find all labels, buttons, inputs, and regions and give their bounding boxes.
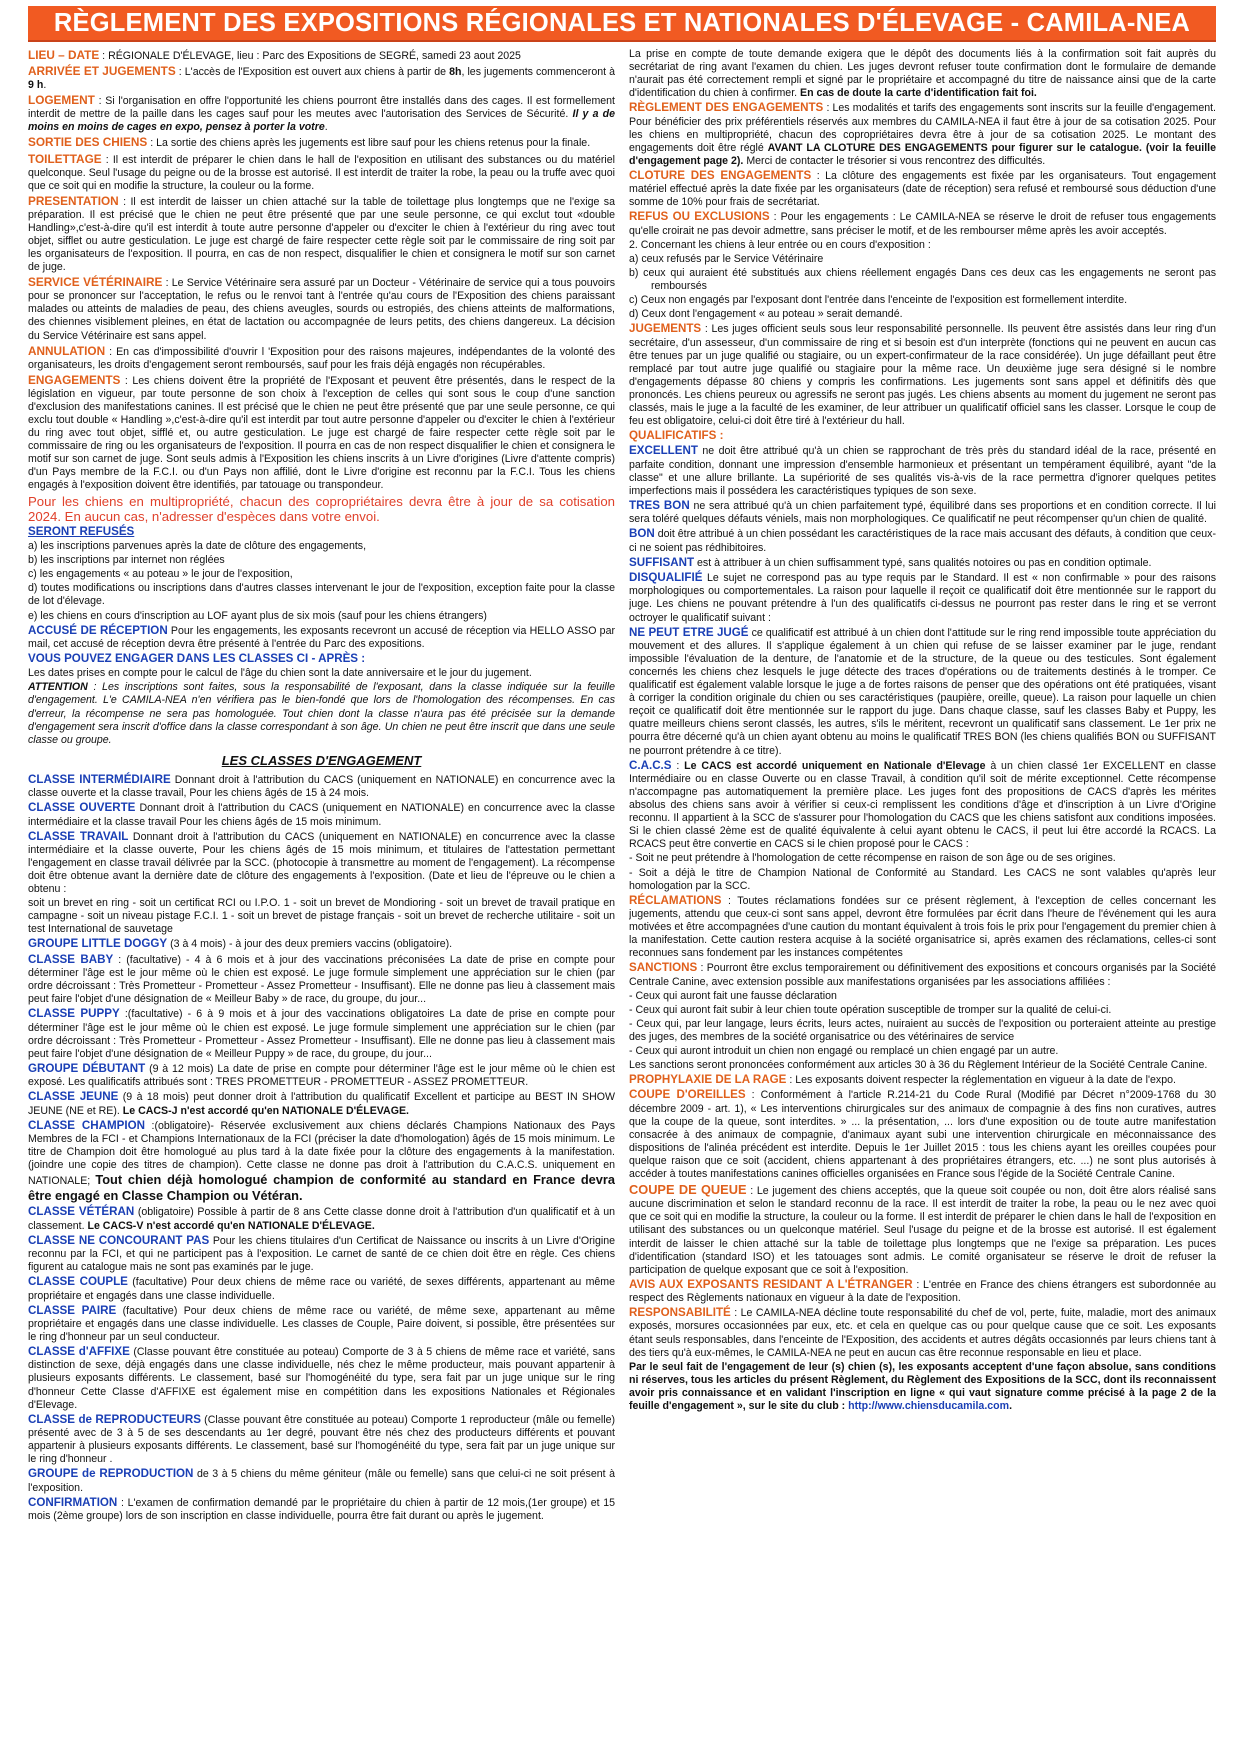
- age-calculation-note: Les dates prises en compte pour le calcul de l'âge du chien sont la date anniversaire et le jour du jugement.: [28, 667, 532, 680]
- refus-item: d) Ceux dont l'engagement « au poteau » serait demandé.: [629, 308, 903, 321]
- class-baby: CLASSE BABY : (facultative) - 4 à 6 mois et à jour des vaccinations préconisées La date de prise en compte pour déterminer l'âge est le jour même où le chien est exposé. Le juge formule simplement une appréciation sur le chien (par ordre décroissant : Très Prometteur - Prometteur - Assez Prometteur - Insuffisant). Elle ne donne pas lieu à classement mais peut faire l'objet d'une désignation de « Meilleur Baby » de race, du groupe, du jour...: [28, 952, 615, 1006]
- sanctions-item: - Ceux qui auront fait subir à leur chien toute opération susceptible de tromper sur la qualité de celui-ci.: [629, 1003, 1112, 1016]
- content-columns: [28, 48, 1216, 1748]
- class-travail: CLASSE TRAVAIL Donnant droit à l'attribution du CACS (uniquement en NATIONALE) en concurrence avec la classe intermédiaire et la classe ouverte, Pour les chiens âgés de 15 mois minimum, et titulaires de l'attestation permettant l'engagement en classe travail délivrée par la SCC. (photocopie à transmettre au moment de l'engagement). La récompense doit être obtenue avant la dernière date de clôture des engagements à l'exposition. (Date et lieu de l'épreuve ou le chien a obtenu :: [28, 829, 615, 896]
- class-puppy: CLASSE PUPPY :(facultative) - 6 à 9 mois et à jour des vaccinations obligatoires La date de prise en compte pour déterminer l'âge est le jour même où le chien est exposé. Le juge formule simplement une appréciation sur le chien (par ordre décroissant : Très Prometteur - Prometteur - Assez Prometteur - Insuffisant). Elle ne donne pas lieu à classement mais peut faire l'objet d'une désignation de « Meilleur Puppy » de race, du groupe, du jour...: [28, 1007, 615, 1060]
- section-refuses: [28, 525, 615, 539]
- confirmation-continued: La prise en compte de toute demande exigera que le dépôt des documents liés à la confirmation soit fait auprès du secrétariat de ring avant l'examen du chien. Les juges devront refuser toute confirmation dont le formulaire de demande n'aurait pas été correctement rempli et signé par le propriétaire et accompagné du titre de naissance ainsi que de la carte d'identification du chien à confirmer. En cas de doute la carte d'identification fait foi.: [629, 48, 1216, 100]
- multipropriete-notice: Pour les chiens en multipropriété, chacun des copropriétaires devra être à jour de sa cotisation 2024. En aucun cas, n'adresser d'espèces dans votre envoi.: [28, 493, 615, 524]
- page-title: RÈGLEMENT DES EXPOSITIONS RÉGIONALES ET NATIONALES D'ÉLEVAGE - CAMILA-NEA: [28, 6, 1216, 42]
- heading-toilettage: TOILETTAGE: [28, 151, 102, 166]
- section-rage: PROPHYLAXIE DE LA RAGE : Les exposants doivent respecter la réglementation en vigueur à la date de l'expo.: [629, 1073, 1176, 1087]
- class-intermediaire: CLASSE INTERMÉDIAIRE Donnant droit à l'attribution du CACS (uniquement en NATIONALE) en concurrence avec la classe ouverte et la classe travail, Pour les chiens âgés de 15 à 24 mois.: [28, 772, 615, 800]
- class-ouverte: CLASSE OUVERTE Donnant droit à l'attribution du CACS (uniquement en NATIONALE) en concurrence avec la classe intermédiaire et la classe travail Pour les chiens âgés de 15 mois minimum.: [28, 801, 615, 828]
- qualif-bon: BON doit être attribué à un chien possédant les caractéristiques de la race mais accusant des défauts, à condition que ceux-ci ne soient pas rédhibitoires.: [629, 527, 1216, 554]
- left-column: [28, 48, 615, 1748]
- acceptance-statement: Par le seul fait de l'engagement de leur (s) chien (s), les exposants acceptent d'une façon absolue, sans conditions ni réserves, tous les articles du présent Règlement, du Règlement des Expositions de la SCC, dont ils reconnaissent avoir pris connaissance et en validant l'inscription en ligne « qui vaut signature comme précisé à la page 2 de la feuille d'engagement », sur le site du club : http://www.chiensducamila.com.: [629, 1360, 1216, 1412]
- section-lieu: LIEU – DATE : RÉGIONALE D'ÉLEVAGE, lieu : Parc des Expositions de SEGRÉ, samedi 23 aout 2025: [28, 48, 521, 62]
- qualif-disqualifie: DISQUALIFIÉ Le sujet ne correspond pas au type requis par le Standard. Il est « non confirmable » pour des raisons morphologiques ou comportementales. La raison pour laquelle il reçoit ce qualificatif doit être mentionnée sur le rapport du juge. Les chiens ne pouvant prétendre à l'un des qualificatifs ci-dessus ne pourront pas rester dans le ring et se verront octroyer le qualificatif suivant :: [629, 571, 1216, 624]
- group-little-doggy: GROUPE LITTLE DOGGY (3 à 4 mois) - à jour des deux premiers vaccins (obligatoire).: [28, 937, 453, 951]
- class-couple: CLASSE COUPLE (facultative) Pour deux chiens de même race ou variété, de sexes différents, appartenant au même propriétaire et engagés dans une classe individuelle.: [28, 1275, 615, 1302]
- heading-service-veterinaire: SERVICE VÉTÉRINAIRE: [28, 275, 163, 290]
- section-confirmation: CONFIRMATION : L'examen de confirmation demandé par le propriétaire du chien à partir de 12 mois,(1er groupe) et 15 mois (2ème groupe) lors de son inscription en classe individuelle, pourra être fait durant ou après le jugement.: [28, 1495, 615, 1522]
- heading-refuses: SERONT REFUSÉS: [28, 524, 135, 538]
- refuses-item: d) toutes modifications ou inscriptions dans d'autres classes intervenant le jour de l'exposition, exception faite pour la classe de lot d'élevage.: [28, 582, 615, 608]
- section-presentation: PRESENTATION : Il est interdit de laisser un chien attaché sur la table de toilettage plus longtemps que ne l'exige sa préparation. Il est précisé que le chien ne peut être présenté que par une seule personne, ce qui exclut tout «double Handling»,c'est-à-dire qu'il est interdit à toute autre personne d'appeler ou d'exciter le chien à l'extérieur du ring avec tout objet, sifflet ou autre gesticulation. Le juge est chargé de faire respecter cette règle soit par le commissaire de ring soit par les organisateurs de l'exposition. Il pourra, en cas de non respect, disqualifier le chien et consignera le motif sur son carnet de juge.: [28, 193, 615, 274]
- refus-item: a) ceux refusés par le Service Vétérinaire: [629, 252, 824, 265]
- heading-accuse: ACCUSÉ DE RÉCEPTION: [28, 623, 168, 637]
- class-paire: CLASSE PAIRE (facultative) Pour deux chiens de même race ou variété, de même sexe, appartenant au même propriétaire et engagés dans une classe individuelle. Les classes de Couple, Paire doivent, si possible, être présentées sur le ring d'honneur par un seul conducteur.: [28, 1303, 615, 1344]
- heading-presentation: PRESENTATION: [28, 193, 119, 208]
- class-veteran: CLASSE VÉTÉRAN (obligatoire) Possible à partir de 8 ans Cette classe donne droit à l'attribution d'un qualificatif et à un classement. Le CACS-V n'est accordé qu'en NATIONALE D'ÉLEVAGE.: [28, 1205, 615, 1232]
- section-sanctions: SANCTIONS : Pourront être exclus temporairement ou définitivement des expositions et concours organisés par la Société Centrale Canine, avec extension possible aux manifestations organisées par les associations affiliées :: [629, 961, 1216, 988]
- section-accuse: ACCUSÉ DE RÉCEPTION Pour les engagements, les exposants recevront un accusé de réception via HELLO ASSO par mail, cet accusé de réception devra être présenté à l'entrée du Parc des expositions.: [28, 623, 615, 650]
- section-refus: REFUS OU EXCLUSIONS : Pour les engagements : Le CAMILA-NEA se réserve le droit de refuser tous engagements qu'elle croirait ne pas devoir admettre, sans préciser le motif, et de les rembourser même après les avoir acceptés.: [629, 210, 1216, 237]
- qualif-excellent: EXCELLENT ne doit être attribué qu'à un chien se rapprochant de très près du standard idéal de la race, présenté en parfaite condition, donnant une impression d'ensemble harmonieux et présentant un tempérament équilibré, ayant "de la classe" et une allure brillante. La supériorité de ses qualités vis-à-vis de la race permettra d'ignorer quelques petites imperfections mais il possédera les caractéristiques typiques de son sexe.: [629, 444, 1216, 497]
- heading-sortie: SORTIE DES CHIENS: [28, 135, 148, 150]
- qualif-suffisant: SUFFISANT est à attribuer à un chien suffisamment typé, sans qualités notoires ou pas en condition optimale.: [629, 555, 1152, 569]
- section-annulation: ANNULATION : En cas d'impossibilité d'ouvrir l 'Exposition pour des raisons majeures, indépendantes de la volonté des organisateurs, les droits d'engagement seront remboursés, sauf pour les frais déjà engagés non récupérables.: [28, 343, 615, 371]
- section-toilettage: TOILETTAGE : Il est interdit de préparer le chien dans le hall de l'exposition en utilisant des substances ou du matériel quelconque. Seul l'usage du peigne ou de la brosse est autorisé. Il est interdit de traiter la robe, la peau ou la truffe avec quoi que ce soit qui en modifie la structure, la couleur ou la forme.: [28, 151, 615, 192]
- refuses-item: e) les chiens en cours d'inscription au LOF ayant plus de six mois (sauf pour les chiens étrangers): [28, 609, 487, 622]
- section-sortie: SORTIE DES CHIENS : La sortie des chiens après les jugements est libre sauf pour les chiens retenus pour la finale.: [28, 135, 591, 150]
- attention-note: ATTENTION : Les inscriptions sont faites, sous la responsabilité de l'exposant, dans la classe indiquée sur la feuille d'engagement. L'e CAMILA-NEA n'en vérifiera pas le bien-fondé que lors de l'homologation des récompenses. En cas d'erreur, la récompense ne sera pas homologuée. Tout chien dont la classe n'aura pas été précisée sur la demande d'engagement sera inscrit d'office dans la classe correspondant à son âge. Un chien ne peut être inscrit que dans une seule classe ou groupe.: [28, 681, 615, 746]
- cacs-condition: - Soit ne peut prétendre à l'homologation de cette récompense en raison de son âge ou de ses origines.: [629, 852, 1116, 865]
- section-logement: LOGEMENT : Si l'organisation en offre l'opportunité les chiens pourront être installés dans des cages. Il est formellement interdit de mettre de la paille dans les cages sauf pour les meutes avec l'autorisation des Services de Sécurité. Il y a de moins en moins de cages en expo, pensez à porter la votre.: [28, 93, 615, 134]
- class-jeune: CLASSE JEUNE (9 à 18 mois) peut donner droit à l'attribution du qualificatif Excellent et participe au BEST IN SHOW JEUNE (NE et RE). Le CACS-J n'est accordé qu'en NATIONALE D'ÉLEVAGE.: [28, 1090, 615, 1117]
- cacs-condition: - Soit a déjà le titre de Champion National de Conformité au Standard. Les CACS ne sont valables qu'après leur homologation par la SCC.: [629, 866, 1216, 892]
- section-arrivee: ARRIVÉE ET JUGEMENTS : L'accès de l'Exposition est ouvert aux chiens à partir de 8h, les jugements commenceront à 9 h.: [28, 64, 615, 92]
- heading-annulation: ANNULATION: [28, 343, 106, 358]
- refus-concernant: 2. Concernant les chiens à leur entrée ou en cours d'exposition :: [629, 238, 931, 251]
- heading-vous-pouvez: VOUS POUVEZ ENGAGER DANS LES CLASSES CI - APRÈS :: [28, 652, 366, 666]
- section-reclamations: RÉCLAMATIONS : Toutes réclamations fondées sur ce présent règlement, à l'exception de celles concernant les jugements, attendu que ceux-ci sont sans appel, devront être formulées par écrit dans l'heure de l'événement qui les aura motivées et être accompagnées d'une caution du montant équivalent à trois fois le prix pour l'engagement du premier chien à la manifestation. Cette caution restera acquise à la société organisatrice si, après examen des réclamations, celles-ci sont reconnues sans fondement par les instances compétentes: [629, 893, 1216, 960]
- section-engagements: ENGAGEMENTS : Les chiens doivent être la propriété de l'Exposant et peuvent être présentés, dans le respect de la législation en vigueur, par toute personne de son choix à l'exception de celles qui sont sous le coup d'une sanction d'exclusion des manifestations canines. Il est précisé que le chien ne peut être présenté que par une seule personne, ce qui exclu tout double « Handling »,c'est-à-dire qu'il est interdit par tout autre personne d'appeler ou d'exciter le chien à l'extérieur du ring avec tout objet, sifflé et, ou autre gesticulation. Le juge est chargé de faire respecter cette règle soit par le commissaire de ring ou les organisateurs de l'exposition. Il pourra en cas de non respect disqualifier le chien et consignera le motif sur son carnet de juge. Sont seuls admis à l'Exposition les chiens inscrits à un Livre d'origines (Livre d'attente compris) d'un Pays membre de la F.C.I. ou d'un Pays non affilié, dont le Livre d'origine est reconnu par la F.C.I. Tous les chiens engagés à l'exposition doivent être identifiés, par tatouage ou transpondeur.: [28, 372, 615, 492]
- class-travail-brevets: soit un brevet en ring - soit un certificat RCI ou I.P.O. 1 - soit un brevet de Mondioring - soit un brevet de travail pratique en campagne - soit un niveau pistage F.C.I. 1 - soit un brevet de pistage français - soit un brevet de recherche utilitaire - soit un test International de sauvetage: [28, 897, 615, 936]
- section-qualificatifs: QUALIFICATIFS :: [629, 429, 724, 443]
- refus-item: c) Ceux non engagés par l'exposant dont l'entrée dans l'enceinte de l'exposition est formellement interdite.: [629, 294, 1128, 307]
- club-website-link[interactable]: http://www.chiensducamila.com: [848, 1399, 1010, 1412]
- classes-title: LES CLASSES D'ENGAGEMENT: [221, 752, 422, 768]
- group-reproduction: GROUPE de REPRODUCTION de 3 à 5 chiens du même géniteur (mâle ou femelle) sans que celui-ci ne soit présent à l'exposition.: [28, 1467, 615, 1494]
- group-debutant: GROUPE DÉBUTANT (9 à 12 mois) La date de prise en compte pour déterminer l'âge est le jour même où le chien est exposé. Les qualificatifs attribués sont : TRES PROMETTEUR - PROMETTEUR - ASSEZ PROMETTEUR.: [28, 1061, 615, 1089]
- section-service-veterinaire: SERVICE VÉTÉRINAIRE : Le Service Vétérinaire sera assuré par un Docteur - Vétérinaire de service qui a tous pouvoirs pour se prononcer sur l'acceptation, le refus ou le renvoi tant à l'entrée qu'au cours de l'Exposition des chiens paraissant malades ou atteints de maladies de peau, des chiens aveugles, sourds ou estropiés, des chiens atteints de malformations, des chiennes visiblement pleines, en état de lactation ou accompagnée de leurs petits, des chiens dangereux. La décision du Service Vétérinaire est sans appel.: [28, 275, 615, 342]
- right-column: [629, 48, 1216, 1748]
- section-reglement: RÈGLEMENT DES ENGAGEMENTS : Les modalités et tarifs des engagements sont inscrits sur la feuille d'engagement. Pour bénéficier des prix préférentiels réservés aux membres du CAMILA-NEA il faut être à jour de sa cotisation 2025. Pour les chiens en multipropriété, chacun des copropriétaires devra être à jour de sa cotisation 2025. Le montant des engagements doit être réglé AVANT LA CLOTURE DES ENGAGEMENTS pour figurer sur le catalogue. (voir la feuille d'engagement page 2). Merci de contacter le trésorier si vous rencontrez des difficultés.: [629, 101, 1216, 167]
- section-vous-pouvez: [28, 652, 615, 666]
- class-champion: CLASSE CHAMPION :(obligatoire)- Réservée exclusivement aux chiens déclarés Champions Nationaux des Pays Membres de la FCI - et Champions Internationaux de la FCI (préciser la date d'homologation) âgés de 15 mois minimum. Le titre de Champion doit être homologué au plus tard à la date fixée pour la clôture des engagements à la manifestation. (joindre une copie des titres de champion). Cette classe ne donne pas droit à l'attribution du C.A.C.S. uniquement en NATIONALE; Tout chien déjà homologué champion de conformité au standard en France devra être engagé en Classe Champion ou Vétéran.: [28, 1118, 615, 1204]
- section-etranger: AVIS AUX EXPOSANTS RESIDANT A L'ÉTRANGER : L'entrée en France des chiens étrangers est subordonnée au respect des Règlements nationaux en vigueur à la date de l'exposition.: [629, 1277, 1216, 1305]
- refus-item: b) ceux qui auraient été substitués aux chiens réellement engagés Dans ces deux cas les engagements ne seront pas remboursés: [629, 266, 1216, 293]
- sanctions-item: - Ceux qui, par leur langage, leurs écrits, leurs actes, nuiraient au succès de l'exposition ou porteraient atteinte au prestige des juges, des membres de la société organisatrice ou des vétérinaires de service: [629, 1017, 1216, 1043]
- refuses-item: a) les inscriptions parvenues après la date de clôture des engagements,: [28, 540, 367, 553]
- sanctions-item: - Ceux qui auront introduit un chien non engagé ou remplacé un chien engagé par un autre.: [629, 1044, 1059, 1057]
- section-jugements: JUGEMENTS : Les juges officient seuls sous leur responsabilité personnelle. Ils peuvent être assistés dans leur ring d'un secrétaire, d'un assesseur, d'un commissaire de ring et si besoin est d'un interprète (fonctions qui ne peuvent en aucun cas être tenues par un juge qualifié ou stagiaire, ou un expert-confirmateur de la race considérée). Un juge défaillant peut être remplacé par tout autre juge qualifié ou stagiaire pour la même race. Un deuxième juge sera désigné si le nombre d'engagements dépasse 80 chiens y compris les confirmations. Les jugements sont sans appel et définitifs dès que prononcés. Les chiens peureux ou agressifs ne seront pas jugés. Les chiens absents au moment du jugement ne seront pas classés, mais le juge a la faculté de les examiner, de leur attribuer un qualificatif officiel sans les classer. Lorsque le coup de feu est obligatoire, celui-ci doit être tiré à l'extérieur du hall.: [629, 322, 1216, 428]
- refuses-item: b) les inscriptions par internet non réglées: [28, 554, 225, 567]
- qualif-ne-peut-etre-juge: NE PEUT ETRE JUGÉ ce qualificatif est attribué à un chien dont l'attitude sur le ring rend impossible toute appréciation du mouvement et des allures. Il s'applique également à un chien qui refuse de se laisser examiner par le juge, rendant impossible l'évaluation de la denture, de l'anatomie et de la structure, de la queue ou des testicules. Sont également concernés les chiens chez lesquels le juge détecte des traces d'opérations ou de traitements destinés à le tromper. Ce qualificatif est également valable lorsque le juge a de fortes raisons de penser que des opérations ont été pratiquées, visant à corriger la condition originale du chien ou ses caractéristiques (paupière, oreille, queue). La raison pour laquelle un chien reçoit ce qualificatif doit être mentionnée sur le rapport du juge. Dans chaque classe, sauf les classes Baby et Puppy, les quatre meilleurs chiens seront classés, les autres, s'ils le méritent, recevront un qualificatif sans classement. Le 1er prix ne pourra être décerné qu'à un chien ayant obtenu au moins le qualificatif TRES BON (les chiens qualifiés BON ou SUFFISANT ne pourront prétendre à ce titre).: [629, 625, 1216, 757]
- heading-engagements: ENGAGEMENTS: [28, 372, 121, 387]
- class-ne-concourant-pas: CLASSE NE CONCOURANT PAS Pour les chiens titulaires d'un Certificat de Naissance ou inscrits à un Livre d'Origine reconnu par la FCI, et qui ne participent pas à l'exposition. Le carnet de santé de ce chien doit être en règle. Ces chiens figurent au catalogue mais ne sont pas examinés par le juge.: [28, 1233, 615, 1274]
- section-responsabilite: RESPONSABILITÉ : Le CAMILA-NEA décline toute responsabilité du chef de vol, perte, fuite, maladie, mort des animaux exposés, morsures occasionnées par eux, etc. et cela en quelque cas ou pour quelque cause que ce soit. Les exposants étant seuls responsables, dans l'enceinte de l'Exposition, des accidents et autres dégâts occasionnés par leurs chiens tant à des tiers qu'à eux-mêmes, le CAMILA-NEA ne peut en aucun cas être reconnue responsable en lieu et place.: [629, 1306, 1216, 1359]
- refuses-item: c) les engagements « au poteau » le jour de l'exposition,: [28, 568, 293, 581]
- heading-logement: LOGEMENT: [28, 93, 95, 108]
- class-reproducteurs: CLASSE de REPRODUCTEURS (Classe pouvant être constituée au poteau) Comporte 1 reproducteur (mâle ou femelle) présenté avec de 3 à 5 de ses descendants au 1er degré, pouvant être nés chez des producteurs différents et pouvant appartenir à plusieurs exposants différents. Le classement, basé sur l'homogénéité du type, sera fait par un juge unique sur le ring d'honneur .: [28, 1412, 615, 1466]
- sanctions-item: Les sanctions seront prononcées conformément aux articles 30 à 36 du Règlement Intérieur de la Société Centrale Canine.: [629, 1059, 1208, 1072]
- section-cloture: CLOTURE DES ENGAGEMENTS : La clôture des engagements est fixée par les organisateurs. Tout engagement matériel effectué après la date fixée par les organisateurs (date de réception) sera refusé et remboursé sous déduction d'une somme de 10% pour frais de secrétariat.: [629, 168, 1216, 209]
- heading-arrivee: ARRIVÉE ET JUGEMENTS: [28, 64, 176, 79]
- heading-lieu: LIEU – DATE: [28, 48, 100, 62]
- section-coupe-queue: COUPE DE QUEUE : Le jugement des chiens acceptés, que la queue soit coupée ou non, doit être alors réalisé sans aucune discrimination et selon le standard reconnu de la race. Il est interdit de traiter la robe, la peau ou le nez avec quoi que ce soit qui en modifie la structure, la couleur ou la forme. Il est interdit de préparer le chien dans le hall de l'exposition en utilisant des substances ou un quelconque matériel. Seul l'usage du peigne et de la brosse est autorisé. Il est également interdit de laisser le chien attaché sur la table de toilettage plus longtemps que ne l'exige sa préparation. Les puces d'identification (standard ISO) et les tatouages sont admis. Le comité organisateur se réserve le droit de refuser la participation de quelque exposant que ce soit à l'exposition.: [629, 1182, 1216, 1276]
- section-cacs: C.A.C.S : Le CACS est accordé uniquement en Nationale d'Elevage à un chien classé 1er EXCELLENT en classe Intermédiaire ou en classe Ouverte ou en classe Travail, à condition qu'il soit de mérite exceptionnel. Cette récompense n'accompagne pas automatiquement la première place. Les juges font des propositions de CACS d'après les mérites absolus des chiens sans avoir à vérifier si ceux-ci remplissent les conditions d'âge et d'inscription à un Livre d'Origine reconnu. Il appartient à la SCC de s'assurer pour l'homologation du CACS que les chiens satisfont aux conditions imposées. Si le chien classé 2ème est de qualité équivalente à celui ayant obtenu le CACS, il peut lui être accordé la RCACS. La RCACS peut être convertie en CACS si le chien proposé pour le CACS :: [629, 758, 1216, 851]
- section-coupe-oreilles: COUPE D'OREILLES : Conformément à l'article R.214-21 du Code Rural (Modifié par Décret n°2009-1768 du 30 décembre 2009 - art. 1), « Les interventions chirurgicales sur des animaux de compagnie à des fins non curatives, autres que la coupe de la queue, sont interdites. » ... la présentation, ... lors d'une exposition ou de toute autre manifestation consacrée à des animaux de compagnie, d'animaux ayant subi une intervention chirurgicale en méconnaissance des dispositions de l'alinéa précédent est interdite. Depuis le 1er Juillet 2015 : tous les chiens ayant les oreilles coupées pour quelque raison que ce soit (accident, chiens appartenant à des propriétaires étrangers, etc. ...) ne sont plus autorisés à accéder à toutes manifestations canines officielles organisées en France sous l'égide de la Société Centrale Canine.: [629, 1088, 1216, 1181]
- qualif-tres-bon: TRES BON ne sera attribué qu'à un chien parfaitement typé, équilibré dans ses proportions et en condition correcte. Il lui sera toléré quelques défauts véniels, mais non morphologiques. Ce qualificatif ne peut récompenser qu'un chien de qualité.: [629, 498, 1216, 526]
- class-affixe: CLASSE d'AFFIXE (Classe pouvant être constituée au poteau) Comporte de 3 à 5 chiens de même race et variété, sans distinction de sexe, déjà engagés dans une classe individuelle, nés chez le même producteur, mais pouvant appartenir à plusieurs exposants différents. Le classement, basé sur l'homogénéité du type, sera fait par un juge unique sur le ring d'honneur Cette Classe d'AFFIXE est également mise en compétition dans les expositions Nationales et Régionales d'Elevage.: [28, 1345, 615, 1411]
- sanctions-item: - Ceux qui auront fait une fausse déclaration: [629, 989, 837, 1002]
